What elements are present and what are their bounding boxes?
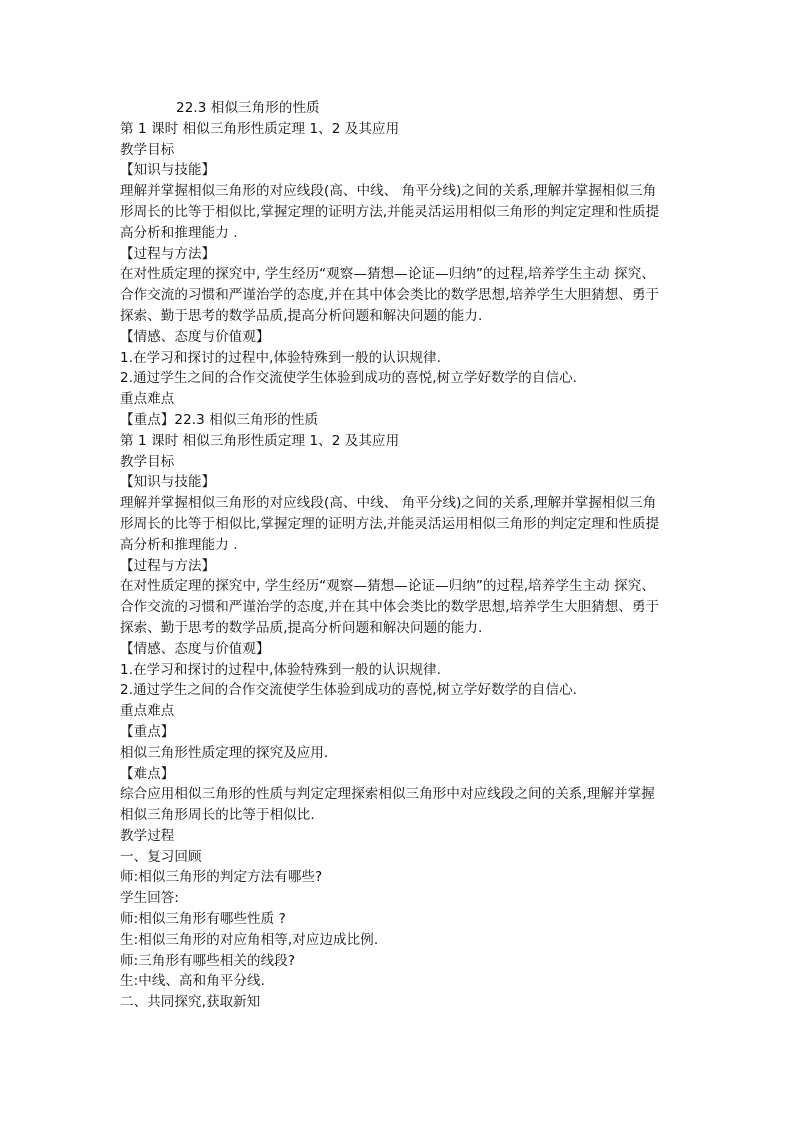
text-line: 2.通过学生之间的合作交流使学生体验到成功的喜悦,树立学好数学的自信心. xyxy=(120,682,578,699)
text-line: 重点难点 xyxy=(120,703,175,720)
text-line: 理解并掌握相似三角形的对应线段(高、中线、 角平分线)之间的关系,理解并掌握相似三角 xyxy=(120,183,657,200)
text-line: 教学目标 xyxy=(120,453,175,470)
text-line: 【过程与方法】 xyxy=(120,245,216,262)
text-line: 1.在学习和探讨的过程中,体验特殊到一般的认识规律. xyxy=(120,661,442,678)
text-line: 【知识与技能】 xyxy=(120,474,216,491)
text-line: 综合应用相似三角形的性质与判定定理探索相似三角形中对应线段之间的关系,理解并掌握 xyxy=(120,786,655,803)
text-line: 相似三角形性质定理的探究及应用. xyxy=(120,744,329,761)
text-line: 一、复习回顾 xyxy=(120,848,202,865)
text-line: 师:相似三角形的判定方法有哪些? xyxy=(120,869,323,886)
text-line: 形周长的比等于相似比,掌握定理的证明方法,并能灵活运用相似三角形的判定定理和性质提 xyxy=(120,515,660,532)
text-line: 高分析和推理能力 . xyxy=(120,536,238,553)
text-line: 教学过程 xyxy=(120,827,175,844)
text-line: 二、共同探究,获取新知 xyxy=(120,994,261,1011)
text-line: 教学目标 xyxy=(120,141,175,158)
document-body xyxy=(120,98,680,1013)
text-line: 【重点】22.3 相似三角形的性质 xyxy=(120,411,319,428)
text-line: 探索、勤于思考的数学品质,提高分析问题和解决问题的能力. xyxy=(120,619,483,636)
text-line: 第 1 课时 相似三角形性质定理 1、2 及其应用 xyxy=(120,432,400,449)
text-line: 【情感、态度与价值观】 xyxy=(120,328,270,345)
text-line: 第 1 课时 相似三角形性质定理 1、2 及其应用 xyxy=(120,120,400,137)
text-line: 生:相似三角形的对应角相等,对应边成比例. xyxy=(120,931,379,948)
text-line: 【情感、态度与价值观】 xyxy=(120,640,270,657)
text-line: 【知识与技能】 xyxy=(120,162,216,179)
text-line: 生:中线、高和角平分线. xyxy=(120,973,266,990)
text-line: 合作交流的习惯和严谨治学的态度,并在其中体会类比的数学思想,培养学生大胆猜想、勇于 xyxy=(120,599,660,616)
text-line: 【重点】 xyxy=(120,723,175,740)
section-title: 22.3 相似三角形的性质 xyxy=(176,100,320,116)
text-line: 探索、勤于思考的数学品质,提高分析问题和解决问题的能力. xyxy=(120,307,483,324)
text-line: 合作交流的习惯和严谨治学的态度,并在其中体会类比的数学思想,培养学生大胆猜想、勇于 xyxy=(120,287,660,304)
text-line: 理解并掌握相似三角形的对应线段(高、中线、 角平分线)之间的关系,理解并掌握相似三角 xyxy=(120,495,657,512)
text-line: 相似三角形周长的比等于相似比. xyxy=(120,807,315,824)
text-line: 在对性质定理的探究中, 学生经历“观察—猜想—论证—归纳”的过程,培养学生主动 探究、 xyxy=(120,578,655,595)
text-line: 2.通过学生之间的合作交流使学生体验到成功的喜悦,树立学好数学的自信心. xyxy=(120,370,578,387)
text-line: 师:相似三角形有哪些性质 ? xyxy=(120,911,286,928)
text-line: 师:三角形有哪些相关的线段? xyxy=(120,952,296,969)
text-line: 1.在学习和探讨的过程中,体验特殊到一般的认识规律. xyxy=(120,349,442,366)
text-line: 学生回答: xyxy=(120,890,180,907)
text-line: 【过程与方法】 xyxy=(120,557,216,574)
text-line: 重点难点 xyxy=(120,391,175,408)
text-line: 高分析和推理能力 . xyxy=(120,224,238,241)
text-line: 形周长的比等于相似比,掌握定理的证明方法,并能灵活运用相似三角形的判定定理和性质提 xyxy=(120,203,660,220)
text-line: 在对性质定理的探究中, 学生经历“观察—猜想—论证—归纳”的过程,培养学生主动 探究、 xyxy=(120,266,655,283)
text-line: 【难点】 xyxy=(120,765,175,782)
